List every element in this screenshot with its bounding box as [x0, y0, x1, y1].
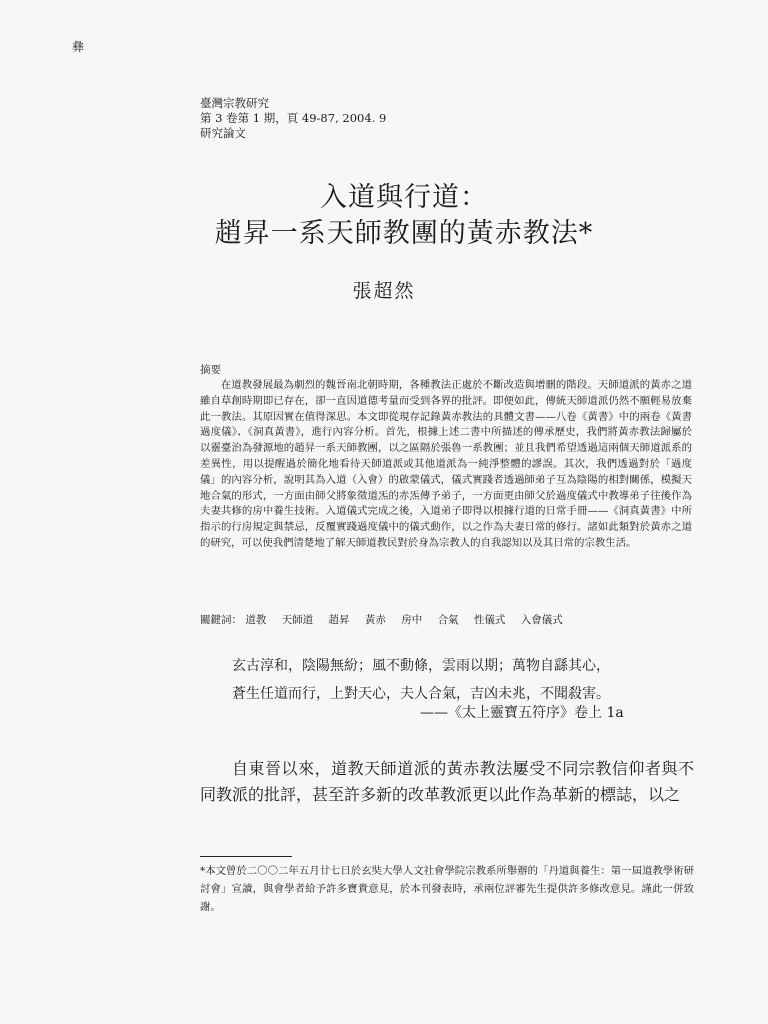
author-name: 張超然 [352, 280, 416, 302]
keyword: 房中 [401, 614, 423, 626]
keyword: 趙昇 [328, 614, 350, 626]
article-type: 研究論文 [200, 126, 246, 140]
keyword: 黃赤 [364, 614, 386, 626]
title-line-1: 入道與行道： [320, 182, 488, 213]
paper-title [0, 180, 768, 252]
body-paragraph: 自東晉以來，道教天師道派的黃赤教法屢受不同宗教信仰者與不同教派的批評，甚至許多新的改革教派更以此作為革新的標誌，以之 [200, 759, 694, 804]
journal-header [200, 96, 386, 141]
epigraph-source: ——《太上靈寶五符序》卷上 1a [420, 705, 624, 721]
footnote-divider [200, 856, 292, 857]
keywords-label: 關鍵詞： [200, 614, 242, 626]
journal-name: 臺灣宗教研究 [200, 96, 269, 110]
keyword: 天師道 [281, 614, 314, 626]
abstract-label: 摘要 [200, 364, 221, 376]
footnote: *本文曾於二〇〇二年五月廿七日於玄奘大學人文社會學院宗教系所舉辦的「丹道與養生：第一屆道教學術研討會」宣讀，與會學者給予許多寶貴意見，於本刊發表時，承兩位評審先生提供許多修改意見。謹此一併致謝。 [200, 865, 694, 913]
keyword: 道教 [245, 614, 267, 626]
keywords [200, 612, 575, 627]
journal-issue: 第 3 卷第 1 期，頁 49-87, 2004. 9 [200, 111, 387, 125]
keyword: 合氣 [437, 614, 459, 626]
keyword: 入會儀式 [520, 614, 563, 626]
epigraph-line-1: 玄古淳和，陰陽無紛；風不動條，雲雨以期；萬物自繇其心， [232, 658, 610, 674]
epigraph [232, 652, 610, 708]
epigraph-line-2: 蒼生任道而行，上對天心，夫人合氣，吉凶未兆，不聞殺害。 [232, 686, 610, 702]
corner-mark: 彝 [72, 40, 85, 54]
keyword: 性儀式 [473, 614, 506, 626]
title-line-2: 趙昇一系天師教團的黃赤教法* [214, 218, 594, 249]
abstract-text: 在道教發展最為劇烈的魏晉南北朝時期，各種教法正處於不斷改造與增刪的階段。天師道派的黃赤之道雖自草創時期即已存在，卻一直因道德考量而受到各界的批評。即便如此，傳統天師道派仍然不願輕易放棄此一教法。其原因實在值得深思。本文即從現存記錄黃赤教法的具體文書——八卷《黃書》中的兩卷《黃書過度儀》、《洞真黃書》，進行內容分析。首先，根據上述二書中所描述的傳承歷史，我們將黃赤教法歸屬於以靈臺治為發源地的趙昇一系天師教團，以之區隔於張魯一系教團；並且我們希望透過這兩個天師道派系的差異性，用以提醒過於簡化地看待天師道派或其他道派為一純淨整體的謬誤。其次，我們透過對於「過度儀」的內容分析，說明其為入道（入會）的啟蒙儀式，儀式實踐者透過師弟子互為陰陽的相對關係，模擬天地合氣的形式，一方面由師父將象徵道炁的赤炁傳予弟子，一方面更由師父於過度儀式中教導弟子往後作為夫妻共修的房中養生技術。入道儀式完成之後，入道弟子即得以根據行道的日常手冊——《洞真黃書》中所指示的行房規定與禁忌，反覆實踐過度儀中的儀式動作，以之作為夫妻日常的修行。諸如此類對於黃赤之道的研究，可以使我們清楚地了解天師道教民對於身為宗教人的自我認知以及其日常的宗教生活。 [200, 379, 692, 549]
